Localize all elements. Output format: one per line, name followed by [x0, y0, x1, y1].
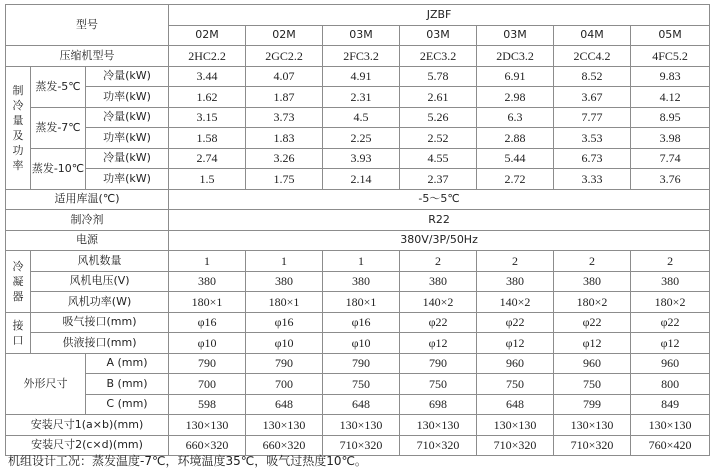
power-cell: 1.5 [169, 169, 246, 190]
cooling-capacity-cell: 4.5 [323, 107, 400, 128]
install-size-label: 安装尺寸2(c×d)(mm) [6, 435, 169, 456]
power-cell: 3.33 [554, 169, 631, 190]
power-cell: 1.87 [246, 87, 323, 108]
cooling-capacity-cell: 3.15 [169, 107, 246, 128]
power-row [6, 169, 710, 190]
dimension-row [6, 374, 710, 395]
cooling-capacity-cell: 7.74 [631, 148, 710, 169]
cooling-capacity-cell: 5.26 [400, 107, 477, 128]
cooling-capacity-cell: 4.07 [246, 66, 323, 87]
dimension-value-cell: 790 [400, 353, 477, 374]
install-size-value-cell: 710×320 [400, 435, 477, 456]
power-cell: 1.75 [246, 169, 323, 190]
general-label: 制冷剂 [6, 210, 169, 231]
condenser-value-cell: 380 [323, 271, 400, 292]
condenser-value-cell: 180×2 [554, 292, 631, 313]
cooling-row [6, 148, 710, 169]
install-size-value-cell: 710×320 [554, 435, 631, 456]
condenser-value-cell: 380 [631, 271, 710, 292]
dimension-value-cell: 750 [323, 374, 400, 395]
power-row [6, 128, 710, 149]
dimension-row [6, 353, 710, 374]
cooling-capacity-cell: 8.52 [554, 66, 631, 87]
condenser-group-label: 冷 凝 器 [6, 251, 31, 313]
condenser-value-cell: 380 [169, 271, 246, 292]
compressor-model: 2FC3.2 [323, 46, 400, 67]
cooling-capacity-cell: 3.73 [246, 107, 323, 128]
install-size-value-cell: 760×420 [631, 435, 710, 456]
cooling-capacity-label: 冷量(kW) [86, 148, 169, 169]
install-size-value-cell: 130×130 [323, 415, 400, 436]
power-cell: 2.14 [323, 169, 400, 190]
power-cell: 3.67 [554, 87, 631, 108]
condenser-param-label: 风机功率(W) [31, 292, 169, 313]
power-cell: 1.58 [169, 128, 246, 149]
cooling-capacity-cell: 3.26 [246, 148, 323, 169]
condenser-value-cell: 2 [477, 251, 554, 272]
install-size-value-cell: 130×130 [477, 415, 554, 436]
cooling-row [6, 107, 710, 128]
port-value-cell: φ16 [246, 312, 323, 333]
port-value-cell: φ10 [323, 333, 400, 354]
power-cell: 3.98 [631, 128, 710, 149]
evaporation-temp-label: 蒸发-10℃ [31, 148, 86, 189]
dimension-value-cell: 790 [246, 353, 323, 374]
model-code: 02M [246, 25, 323, 46]
general-value: R22 [169, 210, 710, 231]
cooling-capacity-cell: 9.83 [631, 66, 710, 87]
condenser-param-label: 风机电压(V) [31, 271, 169, 292]
cooling-capacity-cell: 4.55 [400, 148, 477, 169]
condenser-row [6, 292, 710, 313]
install-size-value-cell: 660×320 [169, 435, 246, 456]
port-value-cell: φ12 [631, 333, 710, 354]
condenser-value-cell: 380 [246, 271, 323, 292]
general-value: -5～5℃ [169, 189, 710, 210]
port-value-cell: φ10 [169, 333, 246, 354]
general-row [6, 189, 710, 210]
dimension-value-cell: 648 [477, 394, 554, 415]
cooling-capacity-cell: 3.93 [323, 148, 400, 169]
power-cell: 2.37 [400, 169, 477, 190]
compressor-model: 2CC4.2 [554, 46, 631, 67]
port-param-label: 供液接口(mm) [31, 333, 169, 354]
condenser-value-cell: 1 [169, 251, 246, 272]
compressor-model: 2DC3.2 [477, 46, 554, 67]
condenser-value-cell: 1 [246, 251, 323, 272]
condenser-value-cell: 2 [631, 251, 710, 272]
cooling-capacity-cell: 5.78 [400, 66, 477, 87]
port-value-cell: φ16 [323, 312, 400, 333]
power-cell: 2.31 [323, 87, 400, 108]
condenser-value-cell: 140×2 [400, 292, 477, 313]
cooling-row [6, 66, 710, 87]
dimension-value-cell: 598 [169, 394, 246, 415]
port-value-cell: φ22 [554, 312, 631, 333]
port-param-label: 吸气接口(mm) [31, 312, 169, 333]
general-row [6, 230, 710, 251]
model-code: 03M [477, 25, 554, 46]
dimension-row [6, 394, 710, 415]
dimension-value-cell: 750 [554, 374, 631, 395]
model-label: 型号 [6, 5, 169, 46]
general-row [6, 210, 710, 231]
compressor-model: 2HC2.2 [169, 46, 246, 67]
power-cell: 2.52 [400, 128, 477, 149]
dimension-value-cell: 800 [631, 374, 710, 395]
condenser-row [6, 251, 710, 272]
dimension-value-cell: 960 [477, 353, 554, 374]
condenser-row [6, 271, 710, 292]
dimension-value-cell: 750 [477, 374, 554, 395]
port-value-cell: φ12 [400, 333, 477, 354]
general-label: 适用库温(℃) [6, 189, 169, 210]
condenser-value-cell: 380 [554, 271, 631, 292]
dimension-param-label: A (mm) [86, 353, 169, 374]
dimension-param-label: C (mm) [86, 394, 169, 415]
power-cell: 2.72 [477, 169, 554, 190]
install-size-value-cell: 130×130 [246, 415, 323, 436]
dimension-value-cell: 790 [169, 353, 246, 374]
power-cell: 2.98 [477, 87, 554, 108]
model-code: 03M [400, 25, 477, 46]
cooling-capacity-cell: 8.95 [631, 107, 710, 128]
model-code: 05M [631, 25, 710, 46]
cooling-capacity-cell: 3.44 [169, 66, 246, 87]
power-cell: 2.88 [477, 128, 554, 149]
cooling-capacity-cell: 6.91 [477, 66, 554, 87]
dimension-value-cell: 960 [554, 353, 631, 374]
condenser-value-cell: 180×1 [323, 292, 400, 313]
power-cell: 1.62 [169, 87, 246, 108]
dimension-value-cell: 750 [400, 374, 477, 395]
install-size-value-cell: 130×130 [400, 415, 477, 436]
port-value-cell: φ12 [477, 333, 554, 354]
install-row [6, 415, 710, 436]
dimension-param-label: B (mm) [86, 374, 169, 395]
install-size-value-cell: 130×130 [631, 415, 710, 436]
install-size-value-cell: 660×320 [246, 435, 323, 456]
power-cell: 3.53 [554, 128, 631, 149]
dimension-value-cell: 700 [169, 374, 246, 395]
condenser-value-cell: 1 [323, 251, 400, 272]
install-size-label: 安装尺寸1(a×b)(mm) [6, 415, 169, 436]
port-value-cell: φ22 [631, 312, 710, 333]
condenser-value-cell: 380 [477, 271, 554, 292]
cooling-capacity-cell: 6.73 [554, 148, 631, 169]
power-cell: 2.25 [323, 128, 400, 149]
compressor-model: 2EC3.2 [400, 46, 477, 67]
header-row-model [6, 5, 710, 26]
general-value: 380V/3P/50Hz [169, 230, 710, 251]
general-label: 电源 [6, 230, 169, 251]
condenser-value-cell: 180×2 [631, 292, 710, 313]
header-row-compressor [6, 46, 710, 67]
design-condition-note: 机组设计工况：蒸发温度-7℃，环境温度35℃，吸气过热度10℃。 [8, 454, 367, 468]
compressor-label: 压缩机型号 [6, 46, 169, 67]
cooling-capacity-cell: 4.91 [323, 66, 400, 87]
power-cell: 3.76 [631, 169, 710, 190]
dimension-value-cell: 648 [323, 394, 400, 415]
evaporation-temp-label: 蒸发-5℃ [31, 66, 86, 107]
model-code: 04M [554, 25, 631, 46]
dimension-value-cell: 698 [400, 394, 477, 415]
condenser-value-cell: 2 [400, 251, 477, 272]
cooling-capacity-cell: 2.74 [169, 148, 246, 169]
dimensions-group-label: 外形尺寸 [6, 353, 86, 415]
port-value-cell: φ12 [554, 333, 631, 354]
power-cell: 1.83 [246, 128, 323, 149]
condenser-value-cell: 180×1 [169, 292, 246, 313]
power-label: 功率(kW) [86, 87, 169, 108]
cooling-group-label: 制 冷 量 及 功 率 [6, 66, 31, 189]
dimension-value-cell: 790 [323, 353, 400, 374]
power-cell: 2.61 [400, 87, 477, 108]
condenser-value-cell: 380 [400, 271, 477, 292]
install-size-value-cell: 710×320 [323, 435, 400, 456]
dimension-value-cell: 849 [631, 394, 710, 415]
dimension-value-cell: 960 [631, 353, 710, 374]
power-cell: 4.12 [631, 87, 710, 108]
dimension-value-cell: 799 [554, 394, 631, 415]
cooling-capacity-cell: 6.3 [477, 107, 554, 128]
model-family: JZBF [169, 5, 710, 26]
power-label: 功率(kW) [86, 169, 169, 190]
install-size-value-cell: 130×130 [169, 415, 246, 436]
ports-group-label: 接 口 [6, 312, 31, 353]
condenser-value-cell: 2 [554, 251, 631, 272]
model-code: 02M [169, 25, 246, 46]
install-size-value-cell: 710×320 [477, 435, 554, 456]
port-value-cell: φ10 [246, 333, 323, 354]
install-size-value-cell: 130×130 [554, 415, 631, 436]
port-value-cell: φ22 [477, 312, 554, 333]
cooling-capacity-cell: 7.77 [554, 107, 631, 128]
port-row [6, 333, 710, 354]
dimension-value-cell: 700 [246, 374, 323, 395]
evaporation-temp-label: 蒸发-7℃ [31, 107, 86, 148]
spec-table [5, 4, 710, 456]
port-value-cell: φ16 [169, 312, 246, 333]
model-code: 03M [323, 25, 400, 46]
cooling-capacity-label: 冷量(kW) [86, 66, 169, 87]
condenser-value-cell: 180×1 [246, 292, 323, 313]
port-row [6, 312, 710, 333]
power-label: 功率(kW) [86, 128, 169, 149]
dimension-value-cell: 648 [246, 394, 323, 415]
cooling-capacity-label: 冷量(kW) [86, 107, 169, 128]
condenser-value-cell: 140×2 [477, 292, 554, 313]
condenser-param-label: 风机数量 [31, 251, 169, 272]
power-row [6, 87, 710, 108]
cooling-capacity-cell: 5.44 [477, 148, 554, 169]
compressor-model: 2GC2.2 [246, 46, 323, 67]
compressor-model: 4FC5.2 [631, 46, 710, 67]
port-value-cell: φ22 [400, 312, 477, 333]
